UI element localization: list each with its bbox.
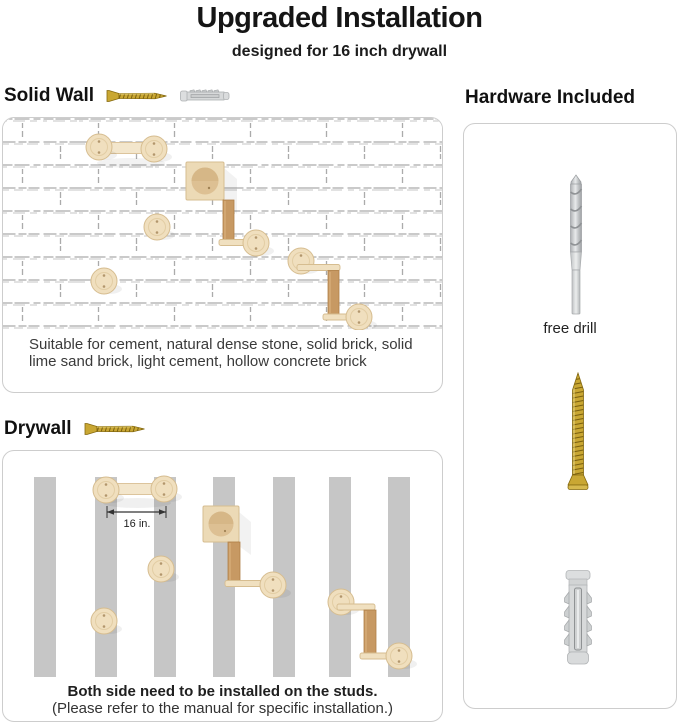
dimension-label: 16 in. [124,518,151,530]
solid-wall-illustration [3,118,442,330]
drywall-illustration [3,451,442,679]
drywall-panel [2,450,443,722]
drill-bit-illustration [562,174,590,316]
drywall-heading: Drywall [4,418,72,440]
drywall-caption [3,683,442,717]
cat-step [91,608,122,634]
hardware-panel [463,123,677,709]
hardware-heading: Hardware Included [465,87,677,109]
drywall-caption-bold: Both side need to be installed on the studs. [3,683,442,700]
screw-icon [106,89,168,103]
screw-illustration [565,372,591,494]
solid-wall-heading: Solid Wall [4,85,94,107]
drill-label: free drill [464,320,676,337]
content [0,61,679,722]
drywall-caption-note: (Please refer to the manual for specific installation.) [3,700,442,717]
solid-wall-heading-row [4,85,443,107]
caption-line: lime sand brick, light cement, hollow concrete brick [29,353,442,370]
page-subtitle: designed for 16 inch drywall [0,43,679,61]
drywall-heading-row [4,418,443,440]
wall-anchor-icon [180,89,230,103]
left-column [2,61,443,722]
infographic-page [0,2,679,716]
cat-bridge [93,476,182,508]
solid-wall-caption [29,336,442,370]
wall-anchor-illustration [563,570,593,666]
page-title: Upgraded Installation [0,2,679,35]
caption-line: Suitable for cement, natural dense stone, solid brick, solid [29,336,442,353]
screw-icon [84,422,146,436]
right-column [463,61,677,722]
page-header [0,2,679,61]
solid-wall-panel [2,117,443,393]
brick-wall [3,118,442,329]
